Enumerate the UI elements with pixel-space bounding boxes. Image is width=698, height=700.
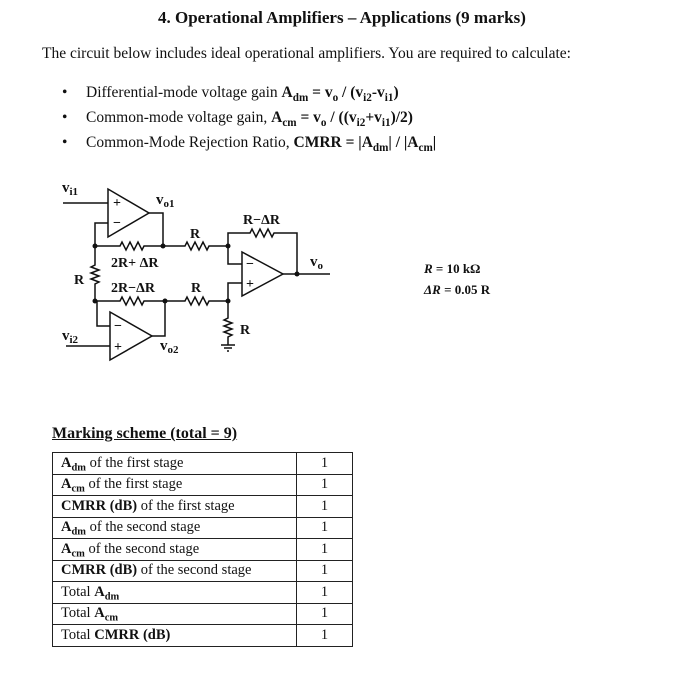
- subscript-text: o: [332, 91, 339, 104]
- text: Total: [61, 583, 95, 600]
- bold-text: A: [61, 519, 72, 536]
- table-row: [53, 582, 353, 604]
- subscript-text: cm: [418, 141, 433, 154]
- table-row: [53, 560, 353, 582]
- opamp3-plus: +: [246, 277, 254, 292]
- bold-text: +v: [365, 109, 382, 126]
- subscript-text: dm: [71, 526, 86, 538]
- bold-text: CMRR (dB): [94, 626, 171, 643]
- criterion-cell: [53, 474, 297, 496]
- component-values: [424, 258, 490, 300]
- subscript-text: i1: [381, 116, 391, 129]
- criterion-cell: [53, 625, 297, 647]
- text: of the second stage: [84, 540, 200, 557]
- bold-text: A: [61, 540, 72, 557]
- r-bottom-label: R: [191, 281, 202, 296]
- marking-scheme-table: [52, 452, 353, 647]
- subscript-text: i2: [363, 91, 372, 104]
- text: Total: [61, 605, 95, 622]
- bold-text: ): [393, 84, 399, 101]
- marks-cell: 1: [297, 560, 353, 582]
- bold-text: |: [432, 134, 437, 151]
- table-row: [53, 453, 353, 475]
- bold-text: / ((v: [326, 109, 357, 126]
- criterion-cell: [53, 603, 297, 625]
- bold-text: A: [94, 605, 105, 622]
- marks-cell: 1: [297, 517, 353, 539]
- subscript-text: dm: [292, 91, 309, 104]
- vi1-label: $v_{i1}$: [62, 180, 79, 198]
- criterion-cell: [53, 582, 297, 604]
- r-2r-plus-label: 2R+ ΔR: [111, 256, 159, 271]
- bold-text: CMRR (dB): [61, 562, 138, 579]
- question-title: 4. Operational Amplifiers – Applications (9 marks): [158, 8, 526, 27]
- marks-cell: 1: [297, 474, 353, 496]
- vi2-label: $v_{i2}$: [62, 328, 79, 346]
- r-value: R = 10 kΩ: [424, 261, 481, 276]
- table-row: [53, 625, 353, 647]
- subscript: [71, 462, 86, 473]
- text: Differential-mode voltage gain: [86, 84, 282, 101]
- opamp1-minus: −: [113, 216, 121, 231]
- bold-text: A: [94, 583, 105, 600]
- bold-text: CMRR (dB): [61, 497, 138, 514]
- bold-text: CMRR = |A: [293, 134, 373, 151]
- text: Total: [61, 626, 95, 643]
- subscript: [71, 548, 84, 559]
- opamp1-plus: +: [113, 196, 121, 211]
- marks-cell: 1: [297, 539, 353, 561]
- bold-text: | / |A: [388, 134, 419, 151]
- opamp3-minus: −: [246, 257, 254, 272]
- marking-scheme-title: Marking scheme (total = 9): [52, 425, 238, 442]
- criterion-cell: [53, 517, 297, 539]
- bold-text: A: [281, 84, 293, 101]
- text: of the second stage: [85, 519, 201, 536]
- subscript-text: cm: [282, 116, 297, 129]
- text: of the second stage: [137, 562, 252, 579]
- subscript-text: i2: [356, 116, 366, 129]
- opamp2-plus: +: [114, 340, 122, 355]
- table-row: [53, 603, 353, 625]
- vo1-label: $v_{o1}$: [156, 192, 175, 210]
- r-ground-label: R: [240, 323, 251, 338]
- criterion-cell: [53, 453, 297, 475]
- subscript-text: cm: [71, 548, 85, 560]
- bold-text: A: [271, 109, 283, 126]
- vo-label: $v_o$: [310, 254, 323, 272]
- criterion-cell: [53, 539, 297, 561]
- table-row: [53, 474, 353, 496]
- subscript-text: cm: [71, 483, 85, 495]
- subscript-text: i1: [384, 91, 394, 104]
- bold-text: / (v: [338, 84, 364, 101]
- subscript-text: cm: [104, 612, 119, 624]
- text: of the first stage: [85, 454, 184, 471]
- text: of the first stage: [137, 497, 235, 514]
- bold-text: = v: [296, 109, 321, 126]
- r-feedback-label: R−ΔR: [243, 213, 280, 228]
- text: of the first stage: [84, 476, 183, 493]
- subscript-text: dm: [71, 462, 86, 474]
- subscript: [71, 484, 84, 495]
- dr-value: ΔR = 0.05 R: [424, 282, 491, 297]
- bold-text: )/2): [390, 109, 413, 126]
- subscript: [71, 527, 86, 538]
- opamp2-minus: −: [114, 319, 122, 334]
- marks-cell: 1: [297, 453, 353, 475]
- intro-text: The circuit below includes ideal operational amplifiers. You are required to calculate:: [42, 45, 571, 62]
- table-row: [53, 496, 353, 518]
- vo2-label: $v_{o2}$: [160, 338, 179, 356]
- bold-text: A: [61, 476, 72, 493]
- text: Common-mode voltage gain,: [86, 109, 272, 126]
- table-row: [53, 539, 353, 561]
- subscript-text: o: [320, 116, 327, 129]
- bold-text: = v: [308, 84, 333, 101]
- r-left-label: R: [74, 273, 85, 288]
- criterion-cell: [53, 496, 297, 518]
- marks-cell: 1: [297, 582, 353, 604]
- table-row: [53, 517, 353, 539]
- marks-cell: 1: [297, 496, 353, 518]
- r-2r-minus-label: 2R−ΔR: [111, 281, 155, 296]
- subscript: [105, 613, 118, 624]
- marks-cell: 1: [297, 625, 353, 647]
- criterion-cell: [53, 560, 297, 582]
- r-top-label: R: [190, 227, 201, 242]
- bold-text: A: [61, 454, 72, 471]
- wires: [63, 203, 330, 351]
- subscript: [105, 591, 120, 602]
- subscript-text: dm: [104, 591, 120, 603]
- bold-text: -v: [371, 84, 385, 101]
- subscript-text: dm: [372, 141, 389, 154]
- text: Common-Mode Rejection Ratio,: [86, 134, 294, 151]
- marks-cell: 1: [297, 603, 353, 625]
